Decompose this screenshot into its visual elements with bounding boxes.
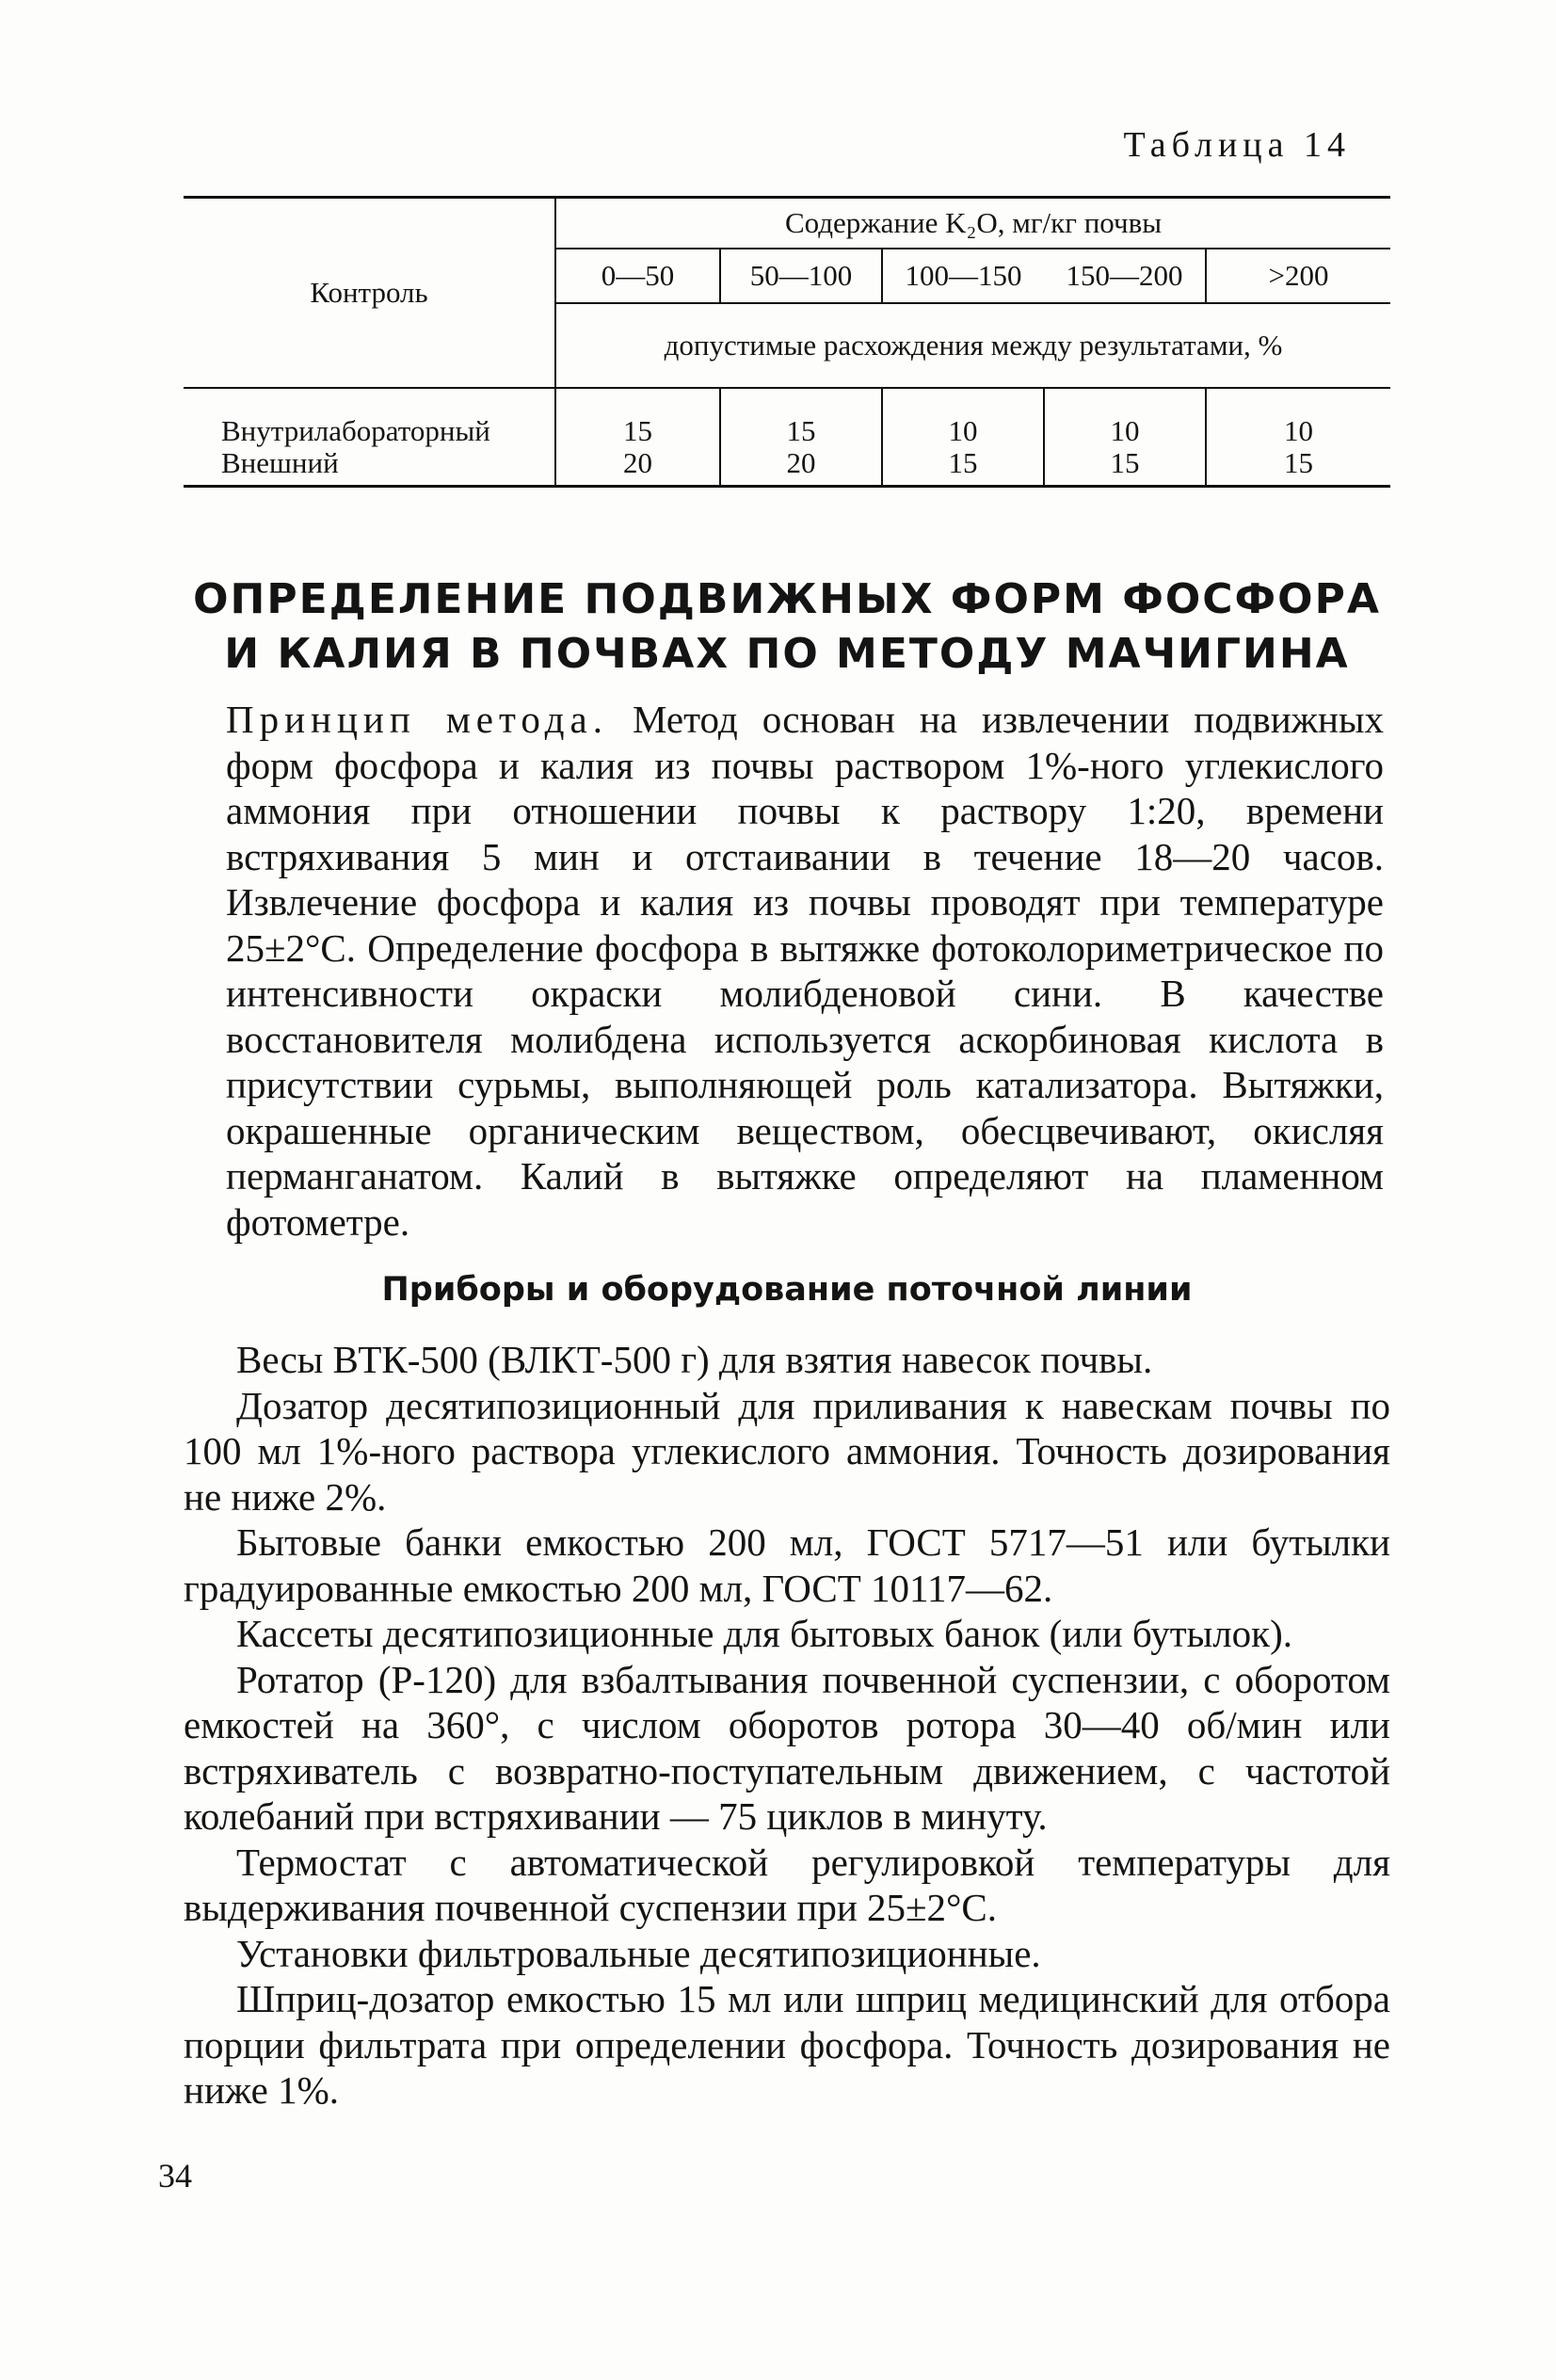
principle-lead: Принцип метода.	[226, 698, 608, 741]
range-header: 150—200	[1044, 249, 1206, 303]
table-cell: 20	[720, 447, 882, 487]
list-item: Кассеты десятипозиционные для бытовых банок (или бутылок).	[236, 1612, 1292, 1655]
list-item: Дозатор десятипозиционный для приливания к навескам почвы по 100 мл 1%-ного раствора углекислого аммония. Точность дозирования не ниже 2%.	[184, 1383, 1390, 1519]
tolerance-table	[184, 196, 1390, 488]
range-header: 0—50	[555, 249, 720, 303]
subsection-title: Приборы и оборудование поточной линии	[381, 1271, 1193, 1309]
table-cell: 15	[555, 388, 720, 447]
subheader: допустимые расхождения между результатами, %	[555, 303, 1390, 388]
range-header: 50—100	[720, 249, 882, 303]
table-cell: 10	[1044, 388, 1206, 447]
range-header: >200	[1206, 249, 1390, 303]
page-number: 34	[158, 2157, 192, 2195]
table-cell: 15	[1206, 447, 1390, 487]
range-header: 100—150	[882, 249, 1044, 303]
list-item: Бытовые банки емкостью 200 мл, ГОСТ 5717—51 или бутылки градуированные емкостью 200 мл, ГОСТ 10117—62.	[184, 1520, 1390, 1610]
principle-paragraph	[226, 697, 1384, 1245]
table-cell: 10	[1206, 388, 1390, 447]
row-header: Контроль	[184, 198, 555, 389]
group-header: Содержание K₂O, мг/кг почвы	[555, 198, 1390, 249]
list-item: Установки фильтровальные десятипозиционные.	[236, 1931, 1041, 1975]
row-label: Внутрилабораторный	[221, 414, 490, 447]
table-cell: 15	[882, 447, 1044, 487]
table-cell: 15	[720, 388, 882, 447]
list-item: Ротатор (Р-120) для взбалтывания почвенной суспензии, с оборотом емкостей на 360°, с числом оборотов ротора 30—40 об/мин или встряхиватель с возвратно-поступательным движением, с частотой колебаний при встряхивании — 75 циклов в минуту.	[184, 1657, 1390, 1838]
table-cell: 20	[555, 447, 720, 487]
list-item: Термостат с автоматической регулировкой температуры для выдерживания почвенной суспензии при 25±2°С.	[184, 1840, 1390, 1929]
principle-text: Метод основан на извлечении подвижных форм фосфора и калия из почвы раствором 1%-ного углекислого аммония при отношении почвы к раствору 1:20, времени встряхивания 5 мин и отстаивании в течение 18—20 часов. Извлечение фосфора и калия из почвы проводят при температуре 25±2°С. Определение фосфора в вытяжке фотоколориметрическое по интенсивности окраски молибденовой сини. В качестве восстановителя молибдена используется аскорбиновая кислота в присутствии сурьмы, выполняющей роль катализатора. Вытяжки, окрашенные органическим веществом, обесцвечивают, окисляя перманганатом. Калий в вытяжке определяют на пламенном фотометре.	[226, 698, 1384, 1244]
list-item: Шприц-дозатор емкостью 15 мл или шприц медицинский для отбора порции фильтрата при определении фосфора. Точность дозирования не ниже 1%.	[184, 1977, 1390, 2112]
section-title: ОПРЕДЕЛЕНИЕ ПОДВИЖНЫХ ФОРМ ФОСФОРА И КАЛИЯ В ПОЧВАХ ПО МЕТОДУ МАЧИГИНА	[193, 575, 1381, 678]
table-row	[184, 388, 1390, 447]
row-label: Внешний	[221, 446, 339, 479]
equipment-list	[184, 1337, 1390, 2114]
table-cell: 10	[882, 388, 1044, 447]
table-cell: 15	[1044, 447, 1206, 487]
table-caption: Таблица 14	[1123, 125, 1351, 165]
table-row	[184, 447, 1390, 487]
list-item: Весы ВТК-500 (ВЛКТ-500 г) для взятия навесок почвы.	[236, 1338, 1153, 1381]
